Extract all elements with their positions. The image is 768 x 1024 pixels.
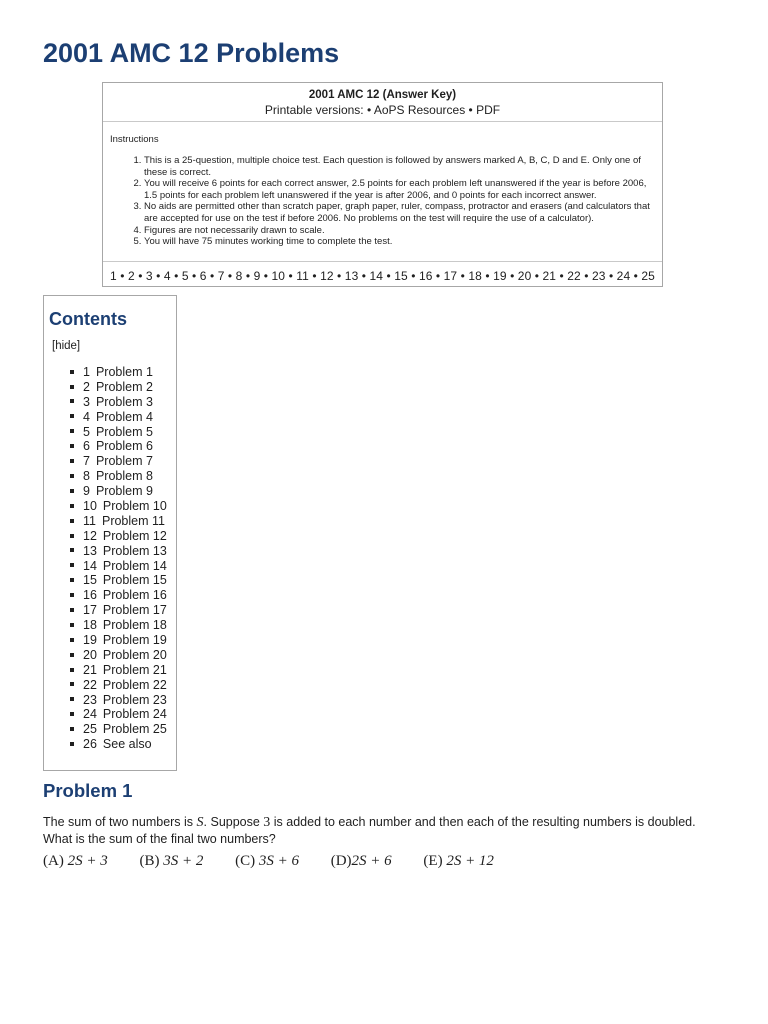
toc-item-number[interactable]: 17 [83,603,97,618]
bullet-icon [70,623,74,627]
choice-label: (E) [423,853,447,869]
toc-item-number[interactable]: 24 [83,707,97,722]
bullet-icon [70,489,74,493]
toc-item-label[interactable]: Problem 3 [95,394,153,409]
bullet-icon [70,638,74,642]
bullet-icon [70,385,74,389]
instruction-item: 1. This is a 25-question, multiple choice test. Each question is followed by answers marked A, B, C, D and E. Only one of these is correct. [144,155,656,178]
toc-item-number[interactable]: 23 [83,692,97,707]
choice-d [331,853,392,870]
bullet-icon [70,727,74,731]
toc-item-label[interactable]: Problem 6 [95,439,153,454]
answer-box-header [103,83,662,122]
toc-item-label[interactable]: Problem 9 [95,484,153,499]
bullet-icon [70,682,74,686]
toc-item[interactable] [52,588,167,603]
printable-versions[interactable]: Printable versions: • AoPS Resources • PDF [264,103,501,117]
problem-text-part: is added to each number and then each of the resulting numbers is doubled. What is the sum of the final two numbers? [43,815,696,846]
toc-item-number[interactable]: 14 [83,558,97,573]
choice-label: (D) [330,853,352,869]
toc-item-number[interactable]: 10 [83,499,97,514]
toc-item[interactable] [52,544,167,559]
toc-item-label[interactable]: Problem 22 [102,677,167,692]
choice-label: (B) [139,853,164,869]
toc-item[interactable] [52,439,167,454]
toc-item-number[interactable]: 22 [83,677,97,692]
bullet-icon [70,474,74,478]
toc-item-label[interactable]: Problem 15 [102,573,167,588]
toc-item[interactable] [52,678,167,693]
toc-item[interactable] [52,484,167,499]
toc-item[interactable] [52,603,167,618]
toc-item-number[interactable]: 21 [83,662,97,677]
toc-item-number[interactable]: 12 [83,528,97,543]
toc-item-label[interactable]: Problem 2 [95,379,153,394]
choice-expression: 3S + 6 [258,853,299,869]
toc-item-number[interactable]: 16 [83,588,97,603]
toc-item[interactable] [52,410,167,425]
toc-item-label[interactable]: Problem 17 [102,603,167,618]
math-variable: S [196,815,204,830]
toc-item[interactable] [52,573,167,588]
toc-item[interactable] [52,663,167,678]
toc-item[interactable] [52,722,167,737]
toc-item[interactable] [52,499,167,514]
choice-b [139,853,203,870]
toc-item-label[interactable]: Problem 25 [102,722,167,737]
bullet-icon [70,548,74,552]
toc-item-label[interactable]: Problem 13 [102,543,167,558]
toc-item-label[interactable]: Problem 8 [95,469,153,484]
toc-item-label[interactable]: Problem 12 [102,528,167,543]
toc-item-number[interactable]: 4 [83,409,90,424]
choice-expression: 2S + 6 [351,853,392,869]
toc-hide-toggle[interactable]: [hide] [52,340,81,352]
toc-item[interactable] [52,648,167,663]
bullet-icon [70,534,74,538]
answer-key-box [102,82,663,287]
problem-text-part: The sum of two numbers is [43,815,197,829]
toc-item[interactable] [52,380,167,395]
bullet-icon [70,712,74,716]
toc-item[interactable] [52,365,167,380]
toc-item-label[interactable]: Problem 10 [102,499,167,514]
toc-item[interactable] [52,633,167,648]
bullet-icon [70,593,74,597]
toc-item-number[interactable]: 6 [83,439,90,454]
bullet-icon [70,697,74,701]
toc-item[interactable] [52,425,167,440]
toc-item-label[interactable]: Problem 4 [95,409,153,424]
choice-expression: 2S + 12 [446,853,494,869]
toc-item-number[interactable]: 1 [83,365,90,379]
choice-a [43,853,108,870]
toc-item-label[interactable]: Problem 18 [102,618,167,633]
toc-item-number[interactable]: 2 [83,379,90,394]
bullet-icon [70,459,74,463]
toc-item-label[interactable]: Problem 20 [102,647,167,662]
choice-label: (C) [235,853,259,869]
toc-item-number[interactable]: 7 [83,454,90,469]
toc-item-number[interactable]: 19 [83,633,97,648]
toc-item-number[interactable]: 13 [83,543,97,558]
bullet-icon [70,608,74,612]
problem-links[interactable]: 1 • 2 • 3 • 4 • 5 • 6 • 7 • 8 • 9 • 10 • 11 • 12 • 13 • 14 • 15 • 16 • 17 • 18 • 19 • 20 • 21 • 22 • 23 • 24 • 25 [110,269,655,283]
toc-item[interactable] [52,454,167,469]
problem-text-part: . Suppose [203,815,264,829]
toc-item-label[interactable]: Problem 24 [102,707,167,722]
bullet-icon [70,668,74,672]
toc-item[interactable] [52,469,167,484]
toc-item-label[interactable]: Problem 7 [95,454,153,469]
toc-item[interactable] [52,707,167,722]
toc-item-number[interactable]: 8 [83,469,90,484]
choice-c [235,853,299,870]
instructions-section [103,122,662,262]
toc-title: Contents [49,309,127,329]
toc-item[interactable] [52,514,167,529]
toc-item-number[interactable]: 9 [83,484,90,499]
toc-item[interactable] [52,618,167,633]
toc-item-label[interactable]: Problem 1 [95,365,153,379]
page-title: 2001 AMC 12 Problems [43,38,340,68]
toc-item-label[interactable]: Problem 14 [102,558,167,573]
bullet-icon [70,399,74,403]
bullet-icon [70,519,74,523]
instruction-item: 2. You will receive 6 points for each correct answer, 2.5 points for each problem left unanswered if the year is before 2006, 1.5 points for each problem left unanswered if the year is after 2006, and 0 points for each incorrect answer. [144,178,656,201]
toc-item-label[interactable]: Problem 19 [102,633,167,648]
problem-1-text [43,814,703,847]
toc-item[interactable] [52,559,167,574]
toc-list [52,365,167,752]
toc-item-label[interactable]: Problem 5 [95,424,153,439]
bullet-icon [70,563,74,567]
bullet-icon [70,653,74,657]
instruction-item: 5. You will have 75 minutes working time to complete the test. [144,236,656,248]
bullet-icon [70,444,74,448]
toc-item-label[interactable]: Problem 16 [102,588,167,603]
instruction-item: 4. Figures are not necessarily drawn to scale. [144,225,656,237]
choice-expression: 3S + 2 [163,853,204,869]
choice-expression: 2S + 3 [67,853,108,869]
bullet-icon [70,742,74,746]
toc-item[interactable] [52,737,167,752]
answer-choices [43,853,522,870]
toc-item-number[interactable]: 3 [83,394,90,409]
toc-item-number[interactable]: 20 [83,647,97,662]
bullet-icon [70,414,74,418]
toc-item-number[interactable]: 5 [83,424,90,439]
answer-key-heading[interactable]: 2001 AMC 12 (Answer Key) [308,89,457,101]
toc-item-label[interactable]: Problem 21 [102,662,167,677]
bullet-icon [70,504,74,508]
table-of-contents [43,295,177,771]
choice-e [423,853,494,870]
toc-item-number[interactable]: 11 [83,513,96,528]
toc-item-label[interactable]: Problem 23 [102,692,167,707]
bullet-icon [70,370,74,374]
toc-item-label[interactable]: See also [102,737,152,752]
bullet-icon [70,578,74,582]
toc-item[interactable] [52,395,167,410]
toc-item-number[interactable]: 18 [83,618,97,633]
choice-label: (A) [43,853,68,869]
instructions-list [110,155,656,248]
math-number: 3 [263,815,271,830]
toc-item[interactable] [52,693,167,708]
bullet-icon [70,429,74,433]
toc-item-number[interactable]: 26 [83,737,97,752]
toc-item-number[interactable]: 25 [83,722,97,737]
instruction-item: 3. No aids are permitted other than scratch paper, graph paper, ruler, compass, protractor and erasers (and calculators that are accepted for use on the test if before 2006. No problems on the test will require the use of a calculator). [144,201,656,224]
instructions-label: Instructions [110,134,159,145]
problem-1-heading: Problem 1 [43,780,133,801]
toc-item-number[interactable]: 15 [83,573,97,588]
toc-item-label[interactable]: Problem 11 [101,513,165,528]
toc-item[interactable] [52,529,167,544]
